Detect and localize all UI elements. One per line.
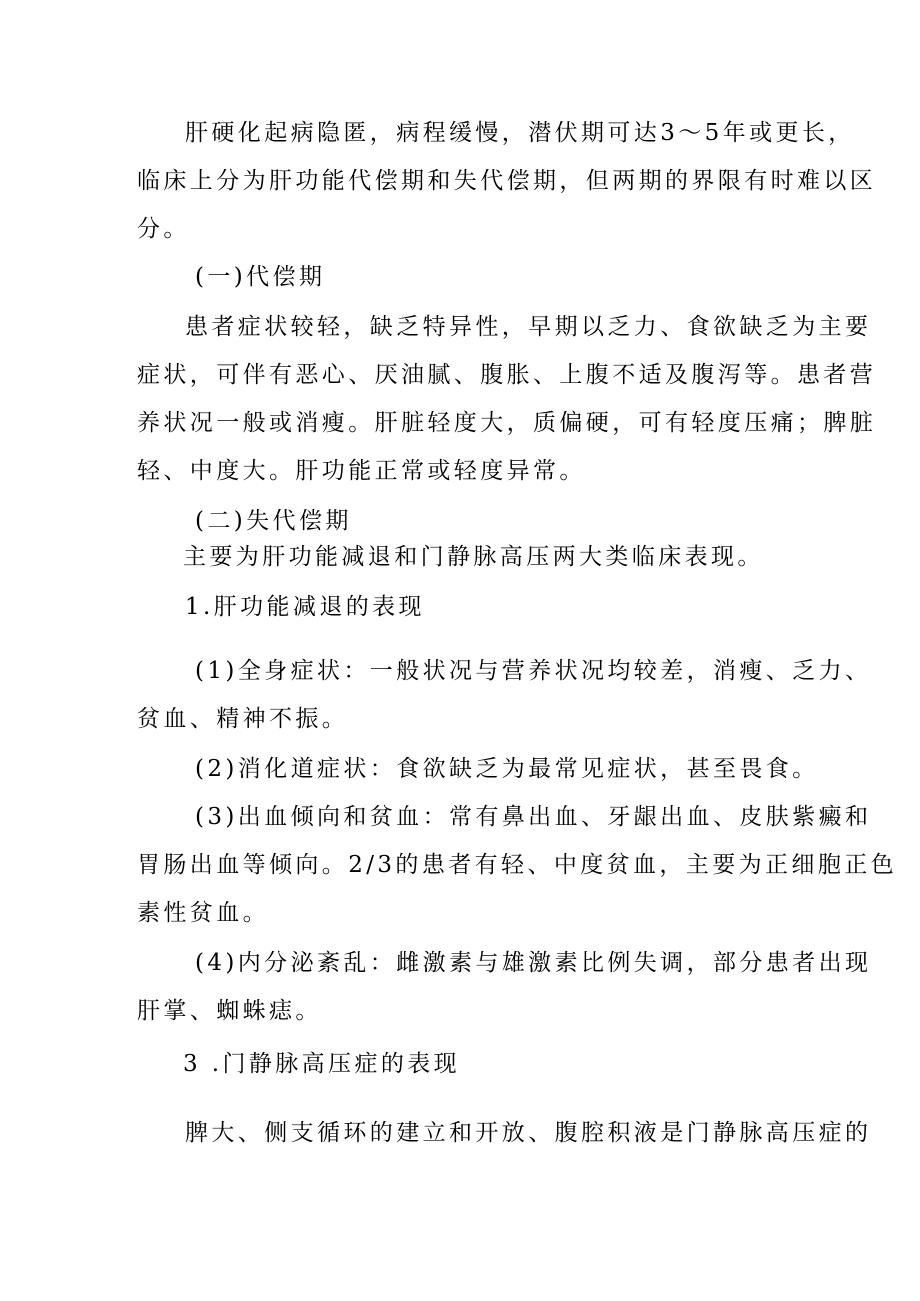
paragraph-decompensated: 主要为肝功能减退和门静脉高压两大类临床表现。	[183, 544, 764, 570]
paragraph-portal-hypertension: 脾大、侧支循环的建立和开放、腹腔积液是门静脉高压症的	[185, 1120, 872, 1146]
text-line: 素性贫血。	[137, 900, 269, 926]
section-heading-decompensated: (二)失代偿期	[195, 508, 352, 534]
subheading-portal-hypertension: 3 .门静脉高压症的表现	[183, 1051, 461, 1077]
subheading-liver-function: 1.肝功能减退的表现	[185, 594, 425, 620]
text-line: 肝掌、蜘蛛痣。	[137, 998, 322, 1024]
text-line: 贫血、精神不振。	[137, 706, 349, 732]
text-line: 轻、中度大。肝功能正常或轻度异常。	[137, 458, 586, 484]
text-line: 养状况一般或消瘦。肝脏轻度大，质偏硬，可有轻度压痛；脾脏	[137, 410, 877, 436]
text-line: (1)全身症状：一般状况与营养状况均较差，消瘦、乏力、	[195, 658, 872, 684]
text-line: 分。	[137, 216, 190, 242]
text-line: 症状，可伴有恶心、厌油腻、腹胀、上腹不适及腹泻等。患者营	[137, 362, 877, 388]
text-line: 肝硬化起病隐匿，病程缓慢，潜伏期可达3～5年或更长，	[185, 120, 855, 146]
text-line: (4)内分泌紊乱：雌激素与雄激素比例失调，部分患者出现	[195, 950, 872, 976]
text-line: 临床上分为肝功能代偿期和失代偿期，但两期的界限有时难以区	[137, 168, 877, 194]
section-heading-compensated: (一)代偿期	[195, 264, 326, 290]
text-line: 胃肠出血等倾向。2/3的患者有轻、中度贫血，主要为正细胞正色	[137, 852, 898, 878]
list-item-2: (2)消化道症状：食欲缺乏为最常见症状，甚至畏食。	[195, 756, 819, 782]
text-line: (3)出血倾向和贫血：常有鼻出血、牙龈出血、皮肤紫癜和	[195, 804, 872, 830]
text-line: 患者症状较轻，缺乏特异性，早期以乏力、食欲缺乏为主要	[185, 314, 872, 340]
